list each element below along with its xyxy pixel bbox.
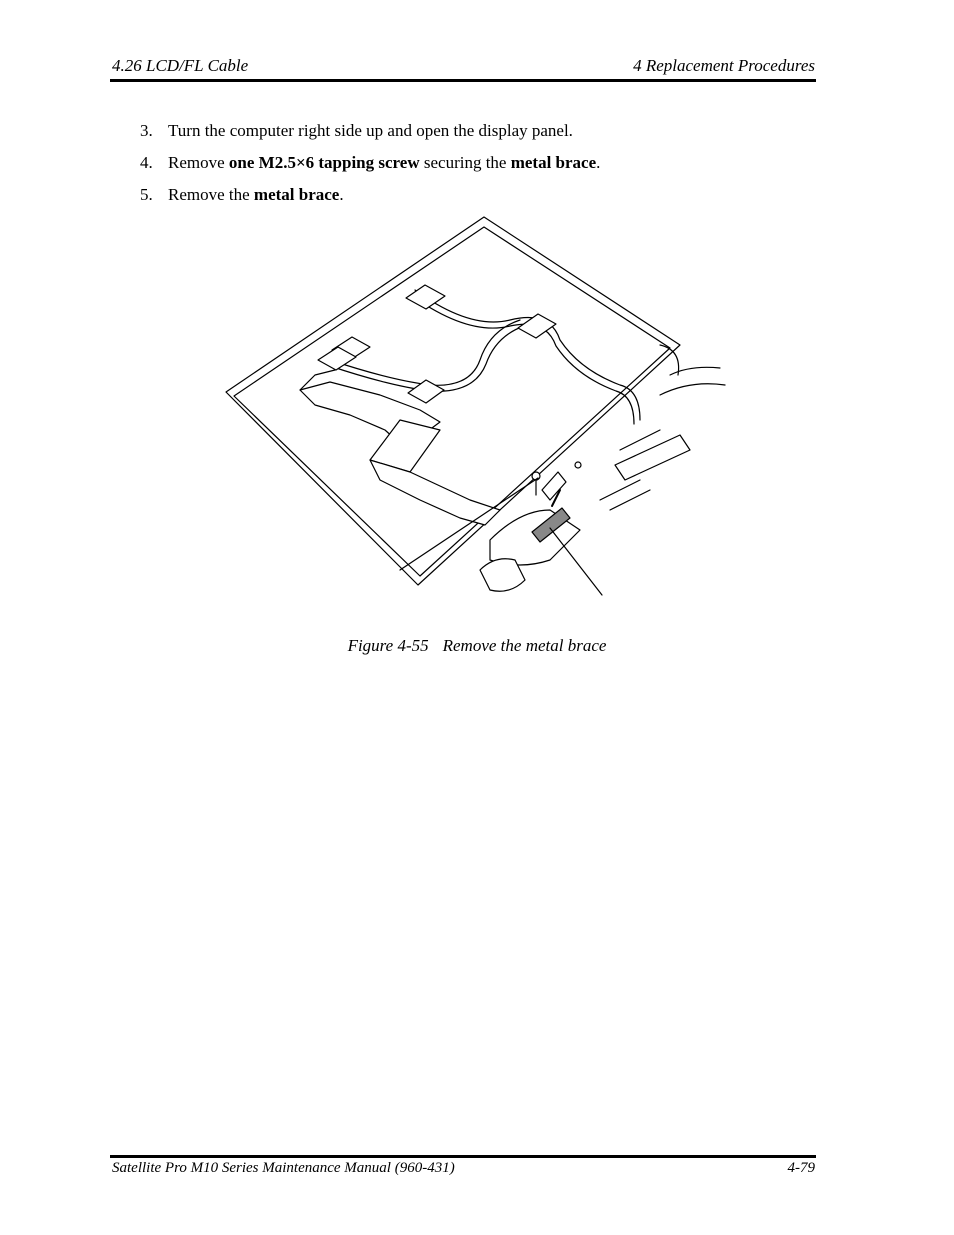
figure-title: Remove the metal brace	[442, 636, 607, 655]
step-text-part: Remove	[168, 153, 229, 172]
step-text-part: securing the	[419, 153, 511, 172]
step-text-bold-part: metal brace	[253, 185, 340, 204]
step-text	[168, 184, 344, 206]
header-section-title: 4.26 LCD/FL Cable	[112, 56, 249, 75]
step-4	[140, 152, 820, 184]
step-number: 4.	[140, 153, 153, 172]
step-text-part: Remove the	[168, 185, 254, 204]
footer-page-number: 4-79	[787, 1160, 815, 1176]
lcd-fl-cable	[300, 370, 500, 525]
metal-brace-illustration	[220, 210, 735, 615]
display-panel-frame	[226, 217, 680, 585]
step-text-bold-part: one M2.5×6 tapping screw	[228, 153, 420, 172]
procedure-steps	[140, 120, 820, 216]
page-header	[112, 56, 815, 78]
hinge-assembly	[480, 367, 725, 591]
step-text-part: Turn the computer right side up and open the display panel.	[168, 121, 573, 140]
step-number: 5.	[140, 185, 153, 204]
step-text-bold-part: metal brace	[510, 153, 597, 172]
step-text-part: .	[339, 185, 344, 204]
step-3	[140, 120, 820, 152]
header-rule	[110, 79, 816, 82]
step-text-part: .	[596, 153, 601, 172]
page-footer	[112, 1160, 815, 1182]
step-text	[168, 152, 600, 174]
footer-rule	[110, 1155, 816, 1158]
footer-manual-title: Satellite Pro M10 Series Maintenance Manual (960-431)	[112, 1160, 455, 1176]
step-number: 3.	[140, 121, 153, 140]
figure-caption	[0, 636, 954, 656]
step-text	[168, 120, 573, 142]
header-chapter-title: 4 Replacement Procedures	[633, 56, 815, 75]
figure-number: Figure 4-55	[347, 636, 429, 655]
